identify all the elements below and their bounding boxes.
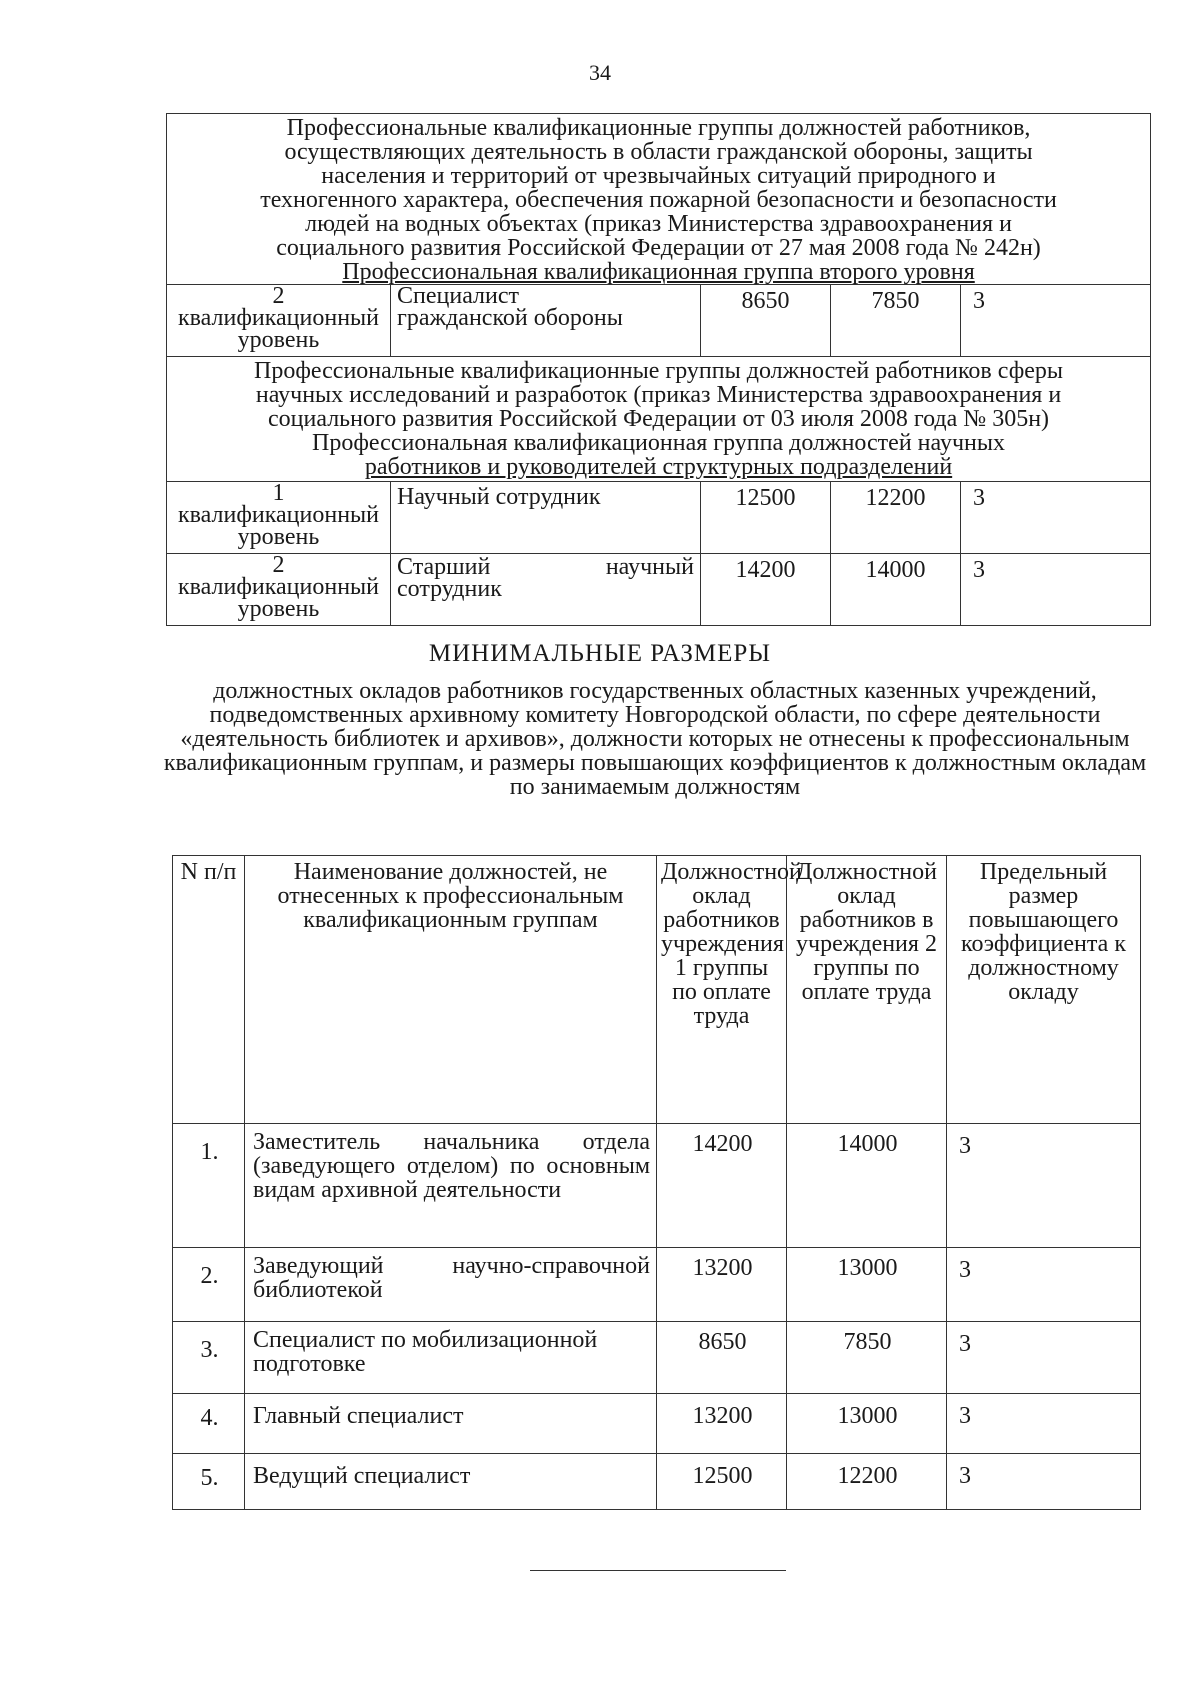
salary-group-2: 7850 (831, 285, 961, 357)
table-row (173, 1454, 1141, 1510)
group-title: Профессиональная квалификационная группа второго уровня (342, 259, 975, 285)
header-line: социального развития Российской Федерации от 03 июля 2008 года № 305н) (268, 406, 1050, 432)
position-word: Старший (397, 554, 491, 580)
header-line: техногенного характера, обеспечения пожарной безопасности и безопасности (260, 187, 1057, 213)
level-number: 2 (272, 283, 285, 309)
position-name: Заведующий научно-справочной библиотекой (245, 1248, 657, 1322)
qualification-groups-table (166, 113, 1151, 626)
header-coefficient: Предельный размер повышающего коэффициента к должностному окладу (947, 856, 1141, 1124)
salary-group-1: 8650 (657, 1322, 787, 1394)
coefficient: 3 (947, 1322, 1141, 1394)
table-row (167, 482, 1151, 554)
salary-group-1: 13200 (657, 1248, 787, 1322)
positions-table (172, 855, 1141, 1510)
section-description: должностных окладов работников государственных областных казенных учреждений, подведомственных архивному комитету Новгородской области, по сфере деятельности «деятельность библиотек и архивов», должности которых не отнесены к профессиональным квалификационным группам, и размеры повышающих коэффициентов к должностным окладам по занимаемым должностям (163, 678, 1147, 800)
table-row (173, 1322, 1141, 1394)
header-line: социального развития Российской Федерации от 27 мая 2008 года № 242н) (276, 235, 1041, 261)
level-number: 1 (272, 480, 285, 506)
header-line: осуществляющих деятельность в области гражданской обороны, защиты (284, 139, 1033, 165)
header-num: N п/п (173, 856, 245, 1124)
row-number: 3. (173, 1322, 245, 1394)
page-number: 34 (589, 60, 611, 85)
group-title: работников и руководителей структурных подразделений (364, 454, 953, 480)
header-line: людей на водных объектах (приказ Министерства здравоохранения и (305, 211, 1012, 237)
position-line: гражданской обороны (397, 305, 623, 331)
salary-group-2: 13000 (787, 1394, 947, 1454)
section-header-research (167, 357, 1151, 482)
coefficient: 3 (947, 1454, 1141, 1510)
salary-group-2: 13000 (787, 1248, 947, 1322)
position-name (391, 285, 701, 357)
salary-group-2: 12200 (831, 482, 961, 554)
salary-group-2: 14000 (787, 1124, 947, 1248)
row-number: 4. (173, 1394, 245, 1454)
group-title: Профессиональная квалификационная группа должностей научных (312, 430, 1005, 456)
table-row (173, 1124, 1141, 1248)
section-title: МИНИМАЛЬНЫЕ РАЗМЕРЫ (428, 640, 772, 667)
section-header-row (167, 357, 1151, 482)
header-line: научных исследований и разработок (приказ Министерства здравоохранения и (255, 382, 1062, 408)
table-row (173, 1394, 1141, 1454)
position-line (397, 556, 694, 578)
coefficient: 3 (961, 285, 1151, 357)
qualification-level (167, 554, 391, 626)
salary-group-1: 14200 (657, 1124, 787, 1248)
position-name: Научный сотрудник (391, 482, 701, 554)
coefficient: 3 (947, 1124, 1141, 1248)
table-row (167, 285, 1151, 357)
row-number: 2. (173, 1248, 245, 1322)
section-header-row (167, 114, 1151, 285)
coefficient: 3 (947, 1248, 1141, 1322)
header-salary-2: Должностной оклад работников в учреждения 2 группы по оплате труда (787, 856, 947, 1124)
footer-divider (530, 1570, 786, 1571)
position-name: Специалист по мобилизационной подготовке (245, 1322, 657, 1394)
salary-group-1: 14200 (701, 554, 831, 626)
level-text: квалификационный уровень (177, 305, 380, 353)
table-row (167, 554, 1151, 626)
position-name: Ведущий специалист (245, 1454, 657, 1510)
salary-group-1: 8650 (701, 285, 831, 357)
salary-group-2: 12200 (787, 1454, 947, 1510)
qualification-level (167, 285, 391, 357)
level-text: квалификационный уровень (177, 502, 380, 550)
coefficient: 3 (961, 554, 1151, 626)
table-row (173, 1248, 1141, 1322)
row-number: 1. (173, 1124, 245, 1248)
header-line: Профессиональные квалификационные группы должностей работников сферы (254, 358, 1064, 384)
salary-group-1: 12500 (657, 1454, 787, 1510)
header-line: населения и территорий от чрезвычайных ситуаций природного и (321, 163, 996, 189)
header-line: Профессиональные квалификационные группы должностей работников, (286, 115, 1031, 141)
header-row (173, 856, 1141, 1124)
coefficient: 3 (961, 482, 1151, 554)
salary-group-2: 7850 (787, 1322, 947, 1394)
position-name: Главный специалист (245, 1394, 657, 1454)
header-salary-1: Должностной оклад работников учреждения 1 группы по оплате труда (657, 856, 787, 1124)
level-number: 2 (272, 552, 285, 578)
salary-group-1: 13200 (657, 1394, 787, 1454)
qualification-level (167, 482, 391, 554)
position-word: научный (605, 554, 694, 580)
section-header-civil-defense (167, 114, 1151, 285)
position-name (391, 554, 701, 626)
position-line: Специалист (397, 283, 520, 309)
level-text: квалификационный уровень (177, 574, 380, 622)
salary-group-1: 12500 (701, 482, 831, 554)
position-name: Заместитель начальника отдела (заведующего отделом) по основным видам архивной деятельности (245, 1124, 657, 1248)
salary-group-2: 14000 (831, 554, 961, 626)
coefficient: 3 (947, 1394, 1141, 1454)
row-number: 5. (173, 1454, 245, 1510)
position-line: сотрудник (397, 576, 502, 602)
header-name: Наименование должностей, не отнесенных к профессиональным квалификационным группам (245, 856, 657, 1124)
